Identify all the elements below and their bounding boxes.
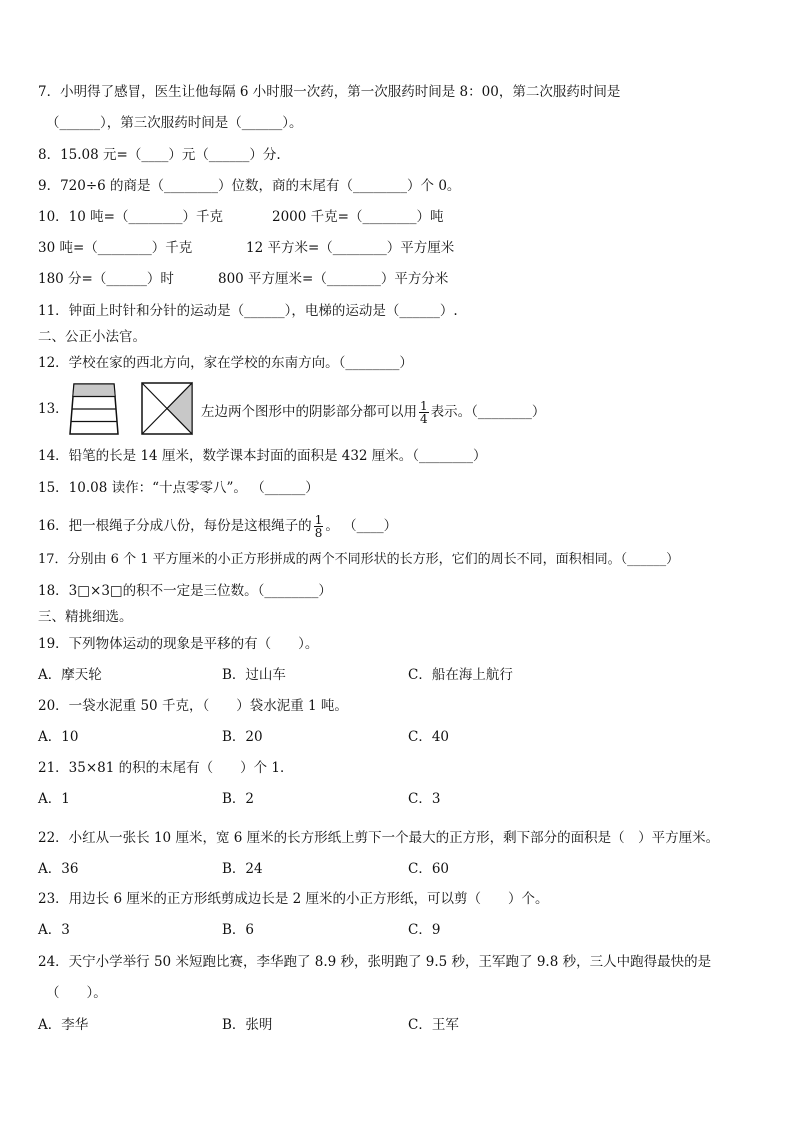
question-13-number: 13． <box>38 401 69 417</box>
question-10-c: 30 吨=（________）千克 <box>38 240 193 256</box>
question-22-option-c[interactable]: C．60 <box>408 861 450 877</box>
question-19-option-c[interactable]: C．船在海上航行 <box>408 667 513 683</box>
question-23-option-c[interactable]: C．9 <box>408 922 441 938</box>
question-13-text-before: 左边两个图形中的阴影部分都可以用 <box>201 404 417 420</box>
question-21-option-b[interactable]: B．2 <box>222 791 255 807</box>
question-19-option-a[interactable]: A．摩天轮 <box>38 667 102 683</box>
question-24-stem-line-2: （ ）。 <box>46 985 107 1001</box>
question-13-text-after: 表示。（________） <box>430 404 546 420</box>
question-10-a: 10．10 吨=（________）千克 <box>38 209 223 225</box>
question-20-stem: 20．一袋水泥重 50 千克，（ ）袋水泥重 1 吨。 <box>38 698 348 714</box>
question-16 <box>38 514 397 539</box>
fraction-one-quarter <box>419 400 429 425</box>
question-20-option-b[interactable]: B．20 <box>222 729 263 745</box>
square-diagonal-figure <box>140 381 194 436</box>
question-16-text-after: 。 （____） <box>325 518 398 534</box>
question-11: 11．钟面上时针和分针的运动是（______），电梯的运动是（______）. <box>38 303 458 319</box>
question-19-stem: 19．下列物体运动的现象是平移的有（ ）。 <box>38 636 319 652</box>
question-7-line-2: （______），第三次服药时间是（______）。 <box>46 115 303 131</box>
question-10-f: 800 平方厘米=（________）平方分米 <box>218 271 449 287</box>
section-2-heading: 二、公正小法官。 <box>38 329 146 345</box>
question-7-line-1: 7．小明得了感冒，医生让他每隔 6 小时服一次药，第一次服药时间是 8：00，第二次服药时间是 <box>38 84 621 100</box>
question-22-stem: 22．小红从一张长 10 厘米，宽 6 厘米的长方形纸上剪下一个最大的正方形，剩下部分的面积是（ ）平方厘米。 <box>38 830 720 846</box>
question-22-option-b[interactable]: B．24 <box>222 861 263 877</box>
fraction-numerator: 1 <box>314 513 323 527</box>
question-14: 14．铅笔的长是 14 厘米，数学课本封面的面积是 432 厘米。（________） <box>38 448 487 464</box>
trapezoid-figure <box>68 382 120 436</box>
question-10-e: 180 分=（______）时 <box>38 271 174 287</box>
fraction-denominator: 8 <box>314 526 323 540</box>
question-10-b: 2000 千克=（________）吨 <box>272 209 444 225</box>
question-10-d: 12 平方米=（________）平方厘米 <box>246 240 455 256</box>
question-24-option-c[interactable]: C．王军 <box>408 1017 459 1033</box>
question-9: 9．720÷6 的商是（________）位数，商的末尾有（________）个 0。 <box>38 178 461 194</box>
question-21-option-a[interactable]: A．1 <box>38 791 70 807</box>
fraction-one-eighth <box>314 514 324 539</box>
question-18: 18．3□×3□的积不一定是三位数。（________） <box>38 583 332 599</box>
question-22-option-a[interactable]: A．36 <box>38 861 79 877</box>
question-20-option-c[interactable]: C．40 <box>408 729 450 745</box>
question-19-option-b[interactable]: B．过山车 <box>222 667 286 683</box>
question-24-option-a[interactable]: A．李华 <box>38 1017 89 1033</box>
question-23-stem: 23．用边长 6 厘米的正方形纸剪成边长是 2 厘米的小正方形纸，可以剪（ ）个。 <box>38 891 549 907</box>
question-20-option-a[interactable]: A．10 <box>38 729 79 745</box>
fraction-numerator: 1 <box>420 399 428 413</box>
question-8: 8．15.08 元=（____）元（______）分. <box>38 147 281 163</box>
question-13-text <box>201 400 545 425</box>
section-3-heading: 三、精挑细选。 <box>38 609 133 625</box>
question-15: 15．10.08 读作：“十点零零八”。 （______） <box>38 480 319 496</box>
question-21-stem: 21．35×81 的积的末尾有（ ）个 1． <box>38 760 294 776</box>
question-23-option-a[interactable]: A．3 <box>38 922 70 938</box>
question-23-option-b[interactable]: B．6 <box>222 922 255 938</box>
question-17: 17．分别由 6 个 1 平方厘米的小正方形拼成的两个不同形状的长方形，它们的周长不同，面积相同。（______） <box>38 552 680 567</box>
fraction-denominator: 4 <box>420 412 428 426</box>
question-24-option-b[interactable]: B．张明 <box>222 1017 273 1033</box>
question-24-stem-line-1: 24．天宁小学举行 50 米短跑比赛，李华跑了 8.9 秒，张明跑了 9.5 秒，王军跑了 9.8 秒，三人中跑得最快的是 <box>38 954 712 970</box>
question-21-option-c[interactable]: C．3 <box>408 791 441 807</box>
question-16-text-before: 16．把一根绳子分成八份，每份是这根绳子的 <box>38 518 312 534</box>
question-12: 12．学校在家的西北方向，家在学校的东南方向。（________） <box>38 355 413 371</box>
